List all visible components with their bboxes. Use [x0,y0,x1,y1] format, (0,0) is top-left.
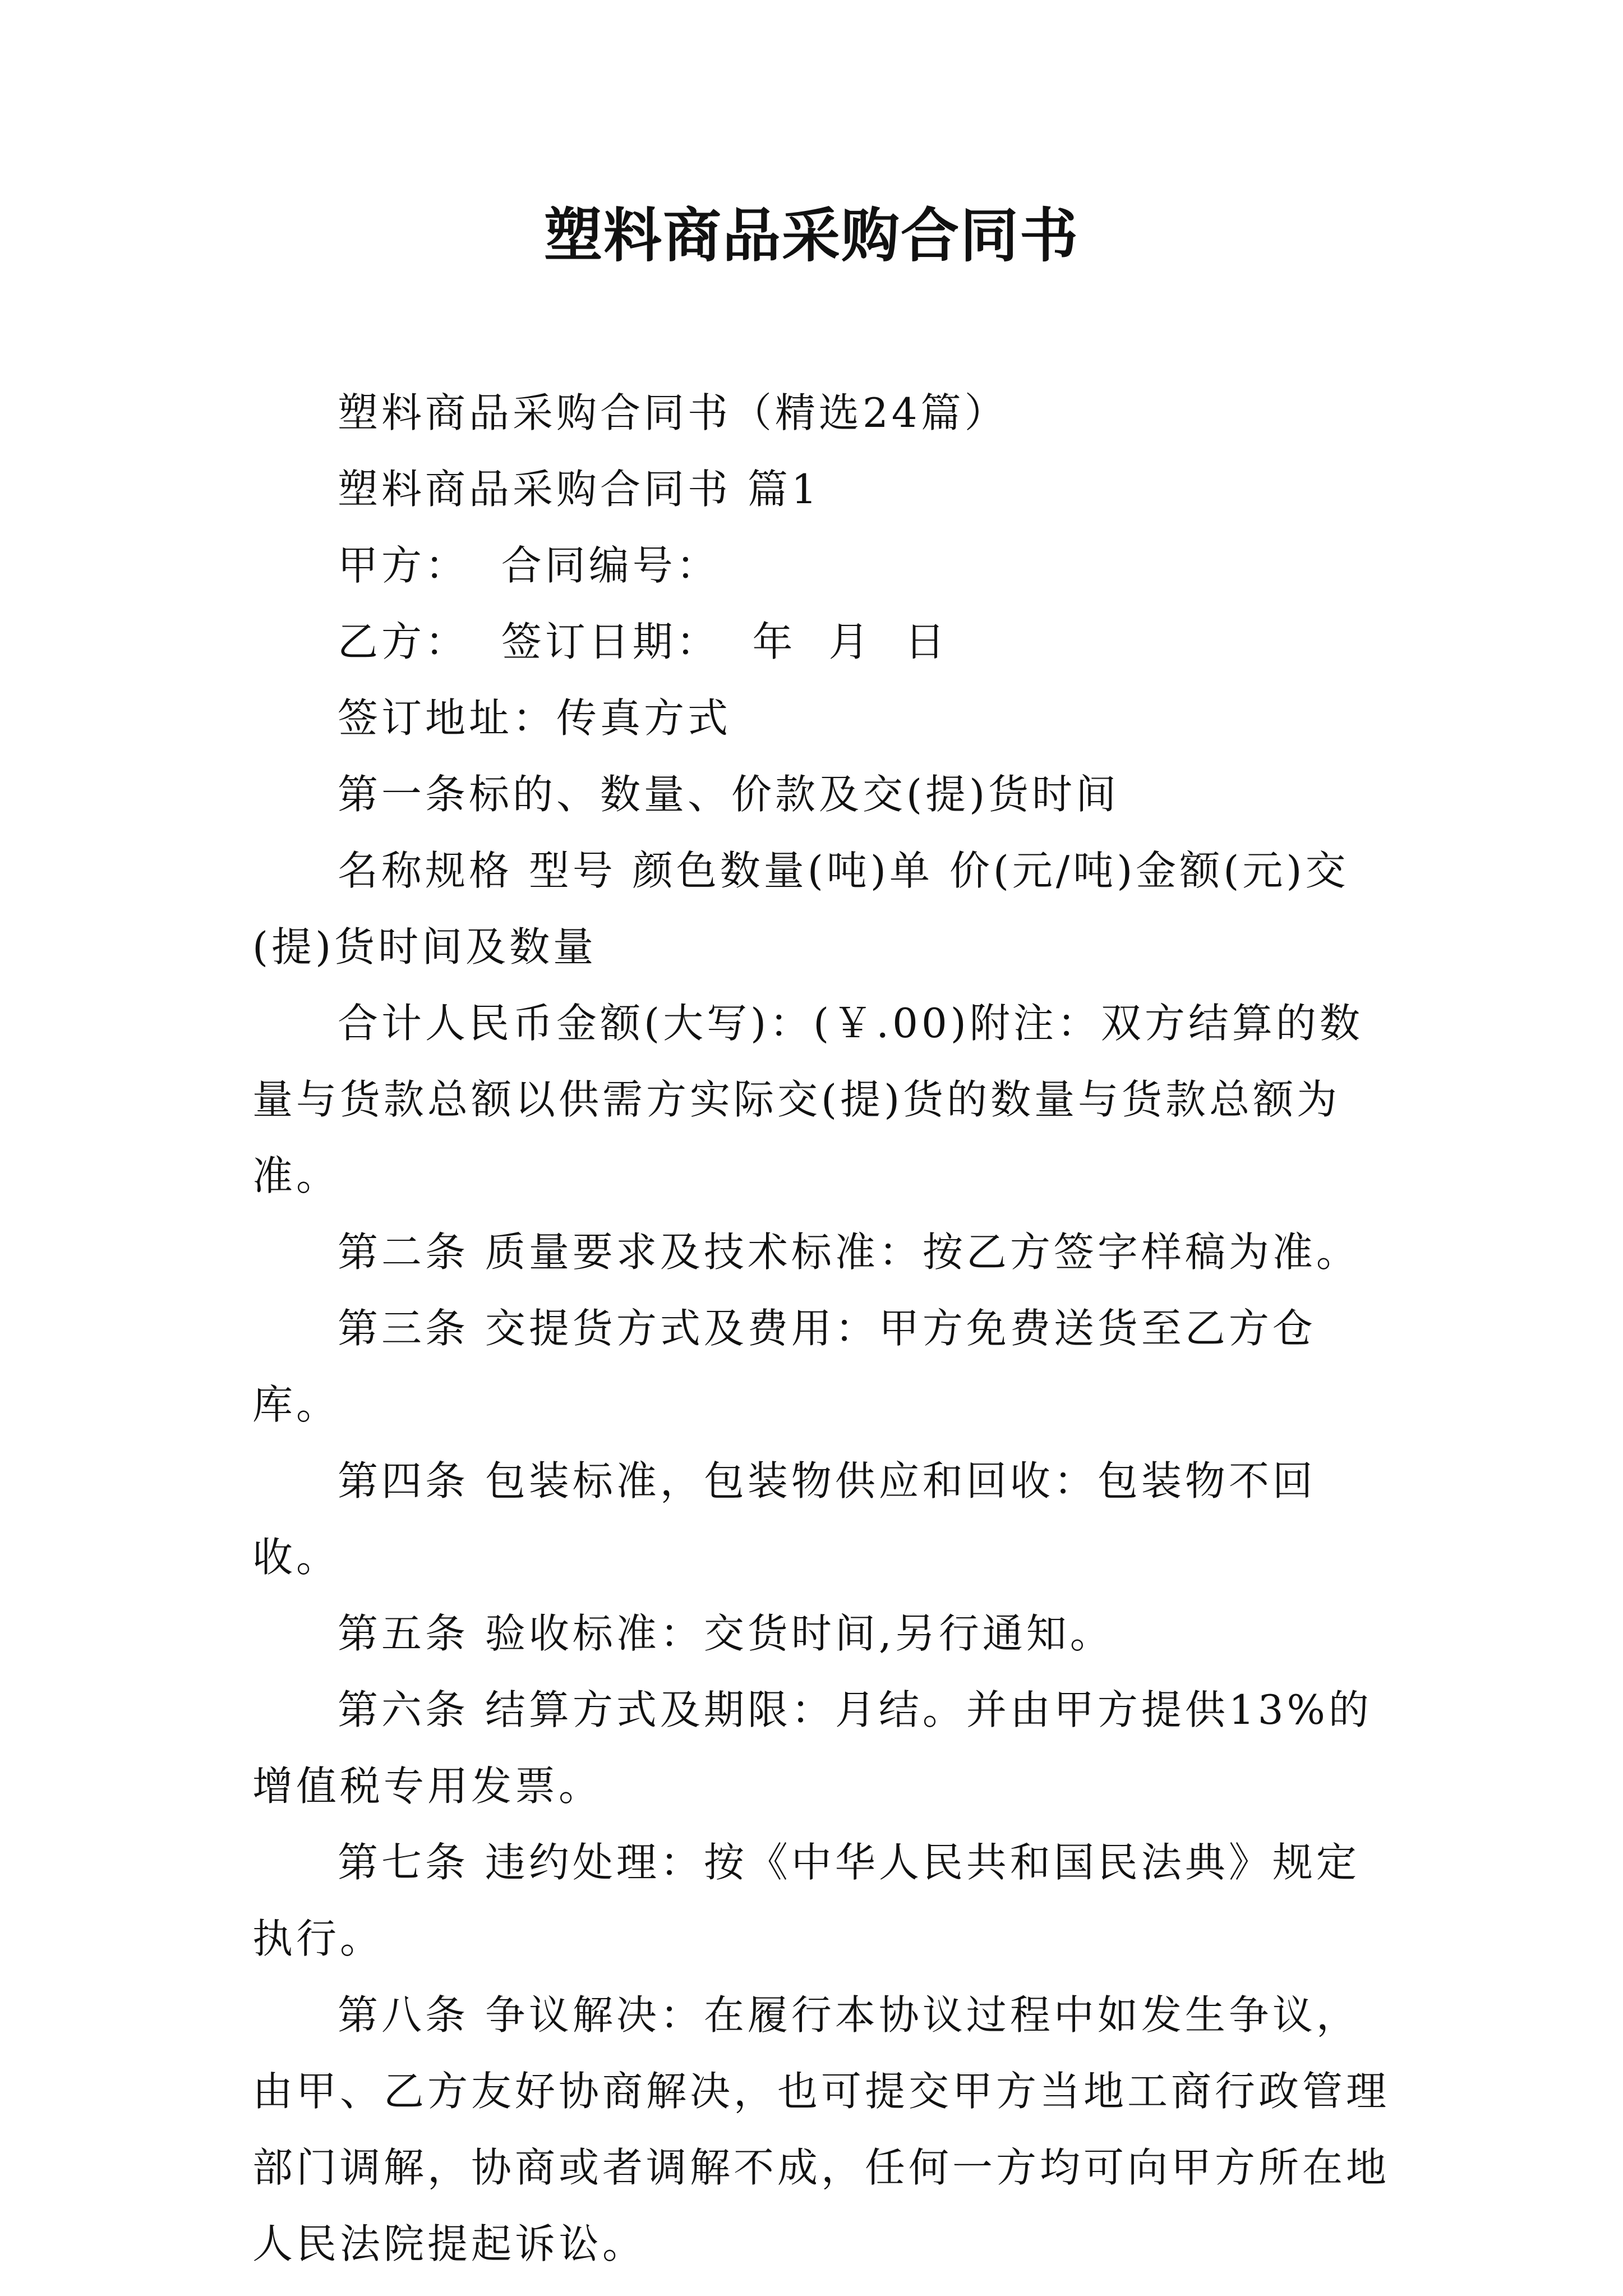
paragraph-party-a: 甲方： 合同编号： [338,542,720,589]
paragraph-subtitle: 塑料商品采购合同书（精选24篇） [338,389,1008,436]
paragraph-section-heading: 塑料商品采购合同书 篇1 [338,466,820,513]
paragraph-article-5: 第五条 验收标准：交货时间,另行通知。 [338,1610,1114,1657]
paragraph-article-7: 第七条 违约处理：按《中华人民共和国民法典》规定执行。 [252,1839,1360,1962]
document-title: 塑料商品采购合同书 [543,201,1079,270]
paragraph-signing-address: 签订地址：传真方式 [338,694,732,742]
paragraph-article-8: 第八条 争议解决：在履行本协议过程中如发生争议，由甲、乙方友好协商解决，也可提交甲方当地工商行政管理部门调解，协商或者调解不成，任何一方均可向甲方所在地人民法院提起诉讼。 [252,1991,1390,2267]
paragraph-article-6: 第六条 结算方式及期限：月结。并由甲方提供13%的增值税专用发票。 [252,1686,1372,1810]
document-body [252,375,1394,2282]
paragraph-article-2: 第二条 质量要求及技术标准：按乙方签字样稿为准。 [338,1228,1360,1276]
paragraph-article-3: 第三条 交提货方式及费用：甲方免费送货至乙方仓库。 [252,1305,1316,1428]
paragraph-party-b: 乙方： 签订日期： 年 月 日 [338,618,949,665]
paragraph-article-4: 第四条 包装标准，包装物供应和回收：包装物不回收。 [252,1457,1316,1581]
paragraph-article-1: 第一条标的、数量、价款及交(提)货时间 [338,771,1120,818]
paragraph-total-amount: 合计人民币金额(大写)：(￥.00)附注：双方结算的数量与货款总额以供需方实际交(提)货的数量与货款总额为准。 [252,1000,1363,1199]
paragraph-item-columns: 名称规格 型号 颜色数量(吨)单 价(元/吨)金额(元)交(提)货时间及数量 [252,847,1349,970]
